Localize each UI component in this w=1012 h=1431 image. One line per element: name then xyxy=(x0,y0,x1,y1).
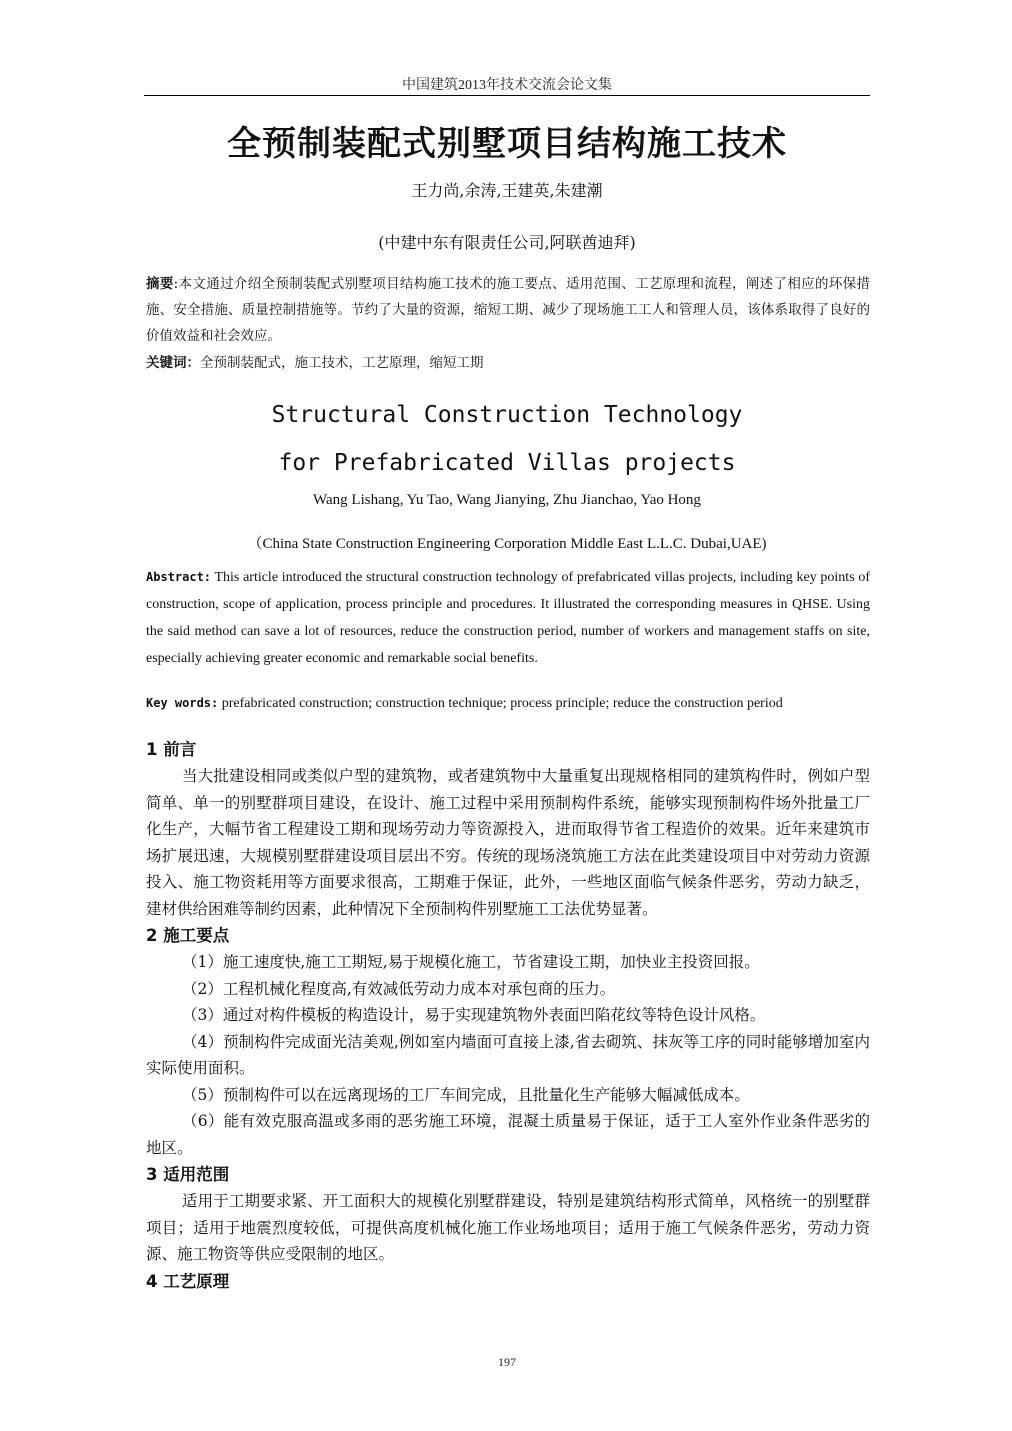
body-text xyxy=(146,736,870,1295)
keywords-label-english: Key words: xyxy=(146,696,219,710)
title-english-line1: Structural Construction Technology xyxy=(271,402,743,428)
authors-english: Wang Lishang, Yu Tao, Wang Jianying, Zhu Jianchao, Yao Hong xyxy=(313,492,701,508)
list-item: （6）能有效克服高温或多雨的恶劣施工环境，混凝土质量易于保证，适于工人室外作业条件恶劣的地区。 xyxy=(146,1112,870,1157)
section-1-paragraph: 当大批建设相同或类似户型的建筑物，或者建筑物中大量重复出现规格相同的建筑构件时，例如户型简单、单一的别墅群项目建设，在设计、施工过程中采用预制构件系统，能够实现预制构件场外批量工厂化生产，大幅节省工程建设工期和现场劳动力等资源投入，进而取得节省工程造价的效果。近年来建筑市场扩展迅速，大规模别墅群建设项目层出不穷。传统的现场浇筑施工方法在此类建设项目中对劳动力资源投入、施工物资耗用等方面要求很高，工期难于保证，此外，一些地区面临气候条件恶劣，劳动力缺乏，建材供给困难等制约因素，此种情况下全预制构件别墅施工工法优势显著。 xyxy=(146,767,870,918)
section-3-paragraph: 适用于工期要求紧、开工面积大的规模化别墅群建设，特别是建筑结构形式简单，风格统一的别墅群项目；适用于地震烈度较低，可提供高度机械化施工作业场地项目；适用于施工气候条件恶劣，劳动力资源、施工物资等供应受限制的地区。 xyxy=(146,1192,870,1263)
keywords-english xyxy=(146,690,870,717)
list-item: （1）施工速度快,施工工期短,易于规模化施工，节省建设工期，加快业主投资回报。 xyxy=(182,953,760,971)
list-item: （4）预制构件完成面光洁美观,例如室内墙面可直接上漆,省去砌筑、抹灰等工序的同时能够增加室内实际使用面积。 xyxy=(146,1032,870,1077)
list-item: （3）通过对构件模板的构造设计，易于实现建筑物外表面凹陷花纹等特色设计风格。 xyxy=(182,1006,766,1024)
abstract-text-english: This article introduced the structural construction technology of prefabricated villas projects, including key points of construction, scope of application, process principle and procedures. It illustrated the corresponding measures in QHSE. Using the said method can save a lot of resources, reduce the construction period, number of workers and management staffs on site, especially achieving greater economic and remarkable social benefits. xyxy=(146,570,870,666)
page-number: 197 xyxy=(498,1355,516,1369)
abstract-label-chinese: 摘要 xyxy=(146,276,174,292)
running-header: 中国建筑2013年技术交流会论文集 xyxy=(402,78,612,93)
keywords-label-chinese: 关键词： xyxy=(146,355,200,371)
keywords-chinese xyxy=(146,351,870,375)
header-rule xyxy=(144,95,870,96)
section-heading-2: 2 施工要点 xyxy=(146,926,230,945)
keywords-text-english: prefabricated construction; construction technique; process principle; reduce the construction period xyxy=(218,696,783,711)
affiliation-chinese: (中建中东有限责任公司,阿联酋迪拜) xyxy=(378,233,636,252)
title-chinese: 全预制装配式别墅项目结构施工技术 xyxy=(227,124,787,164)
abstract-label-english: Abstract: xyxy=(146,570,212,584)
abstract-english xyxy=(146,564,870,672)
list-item: （5）预制构件可以在远离现场的工厂车间完成，且批量化生产能够大幅减低成本。 xyxy=(182,1085,750,1104)
section-heading-3: 3 适用范围 xyxy=(146,1165,230,1184)
authors-chinese: 王力尚,余涛,王建英,朱建潮 xyxy=(411,181,603,200)
section-heading-1: 1 前言 xyxy=(146,740,197,759)
abstract-text-chinese: :本文通过介绍全预制装配式别墅项目结构施工技术的施工要点、适用范围、工艺原理和流程，阐述了相应的环保措施、安全措施、质量控制措施等。节约了大量的资源，缩短工期、减少了现场施工工人和管理人员，该体系取得了良好的价值效益和社会效应。 xyxy=(146,276,871,344)
title-english-line2: for Prefabricated Villas projects xyxy=(278,450,736,476)
keywords-text-chinese: 全预制装配式，施工技术，工艺原理，缩短工期 xyxy=(200,355,484,371)
affiliation-english: （China State Construction Engineering Corporation Middle East L.L.C. Dubai,UAE) xyxy=(247,536,767,552)
abstract-chinese xyxy=(146,271,870,349)
section-heading-4: 4 工艺原理 xyxy=(146,1271,230,1291)
title-english xyxy=(144,391,870,487)
list-item: （2）工程机械化程度高,有效减低劳动力成本对承包商的压力。 xyxy=(182,979,616,998)
